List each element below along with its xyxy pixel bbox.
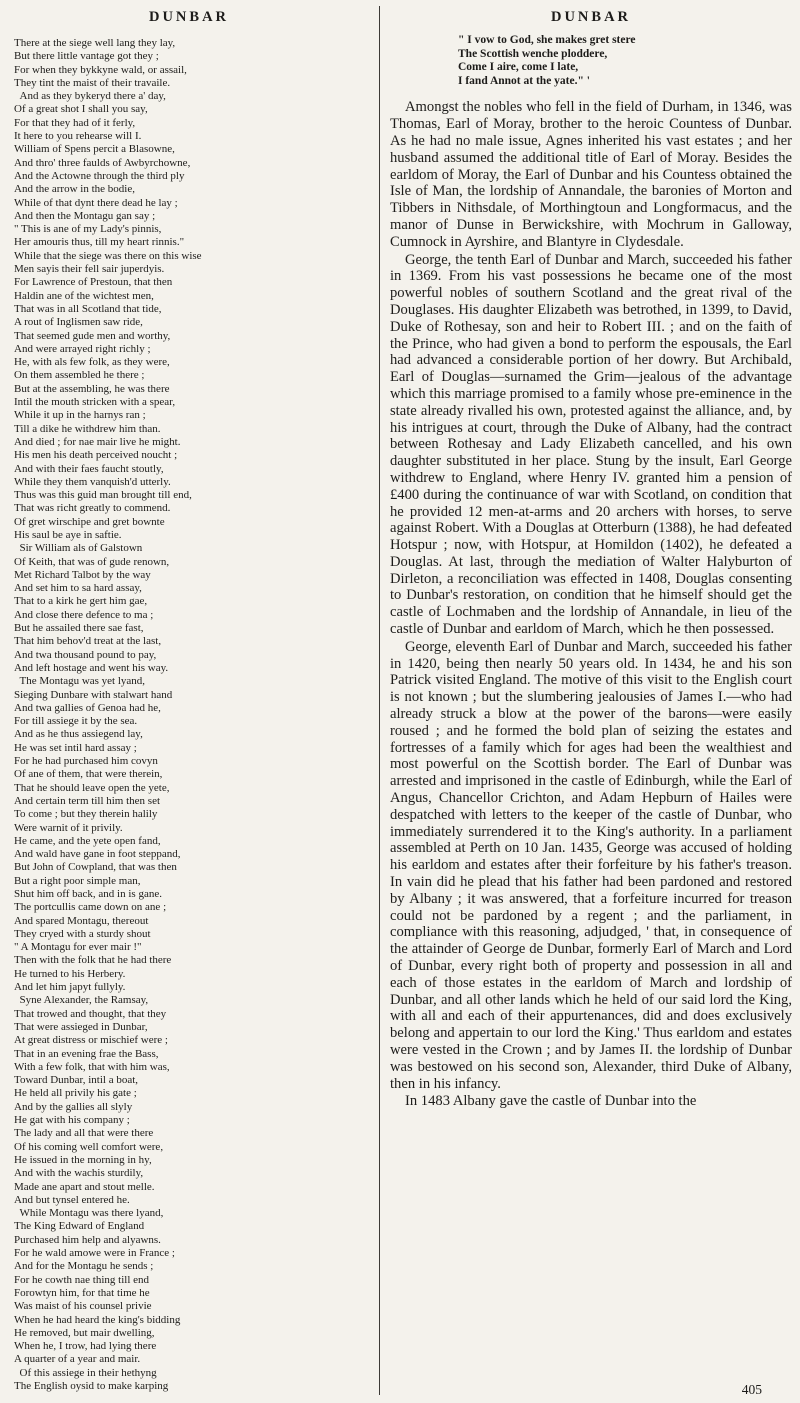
text-line: The King Edward of England — [14, 1220, 145, 1233]
text-line: Shut him off back, and in is gane. — [14, 888, 162, 900]
text-line: " A Montagu for ever mair !" — [14, 941, 142, 954]
left-column — [8, 0, 370, 1393]
body-paragraphs — [390, 99, 792, 1110]
text-line: But a right poor simple man, — [14, 874, 141, 887]
text-line: And close there defence to ma ; — [14, 608, 154, 621]
text-line: That trowed and thought, that they — [14, 1007, 167, 1020]
text-line: He was set intil hard assay ; — [14, 741, 137, 754]
text-line: And then the Montagu gan say ; — [14, 209, 156, 222]
text-line: Her amouris thus, till my heart rinnis." — [14, 236, 185, 249]
text-line: And as they bykeryd there a' day, — [14, 90, 166, 103]
text-line: There at the siege well lang they lay, — [14, 37, 176, 49]
text-line: That seemed gude men and worthy, — [14, 329, 171, 342]
text-line: That him behov'd treat at the last, — [14, 635, 162, 648]
text-line: " I vow to God, she makes gret stere — [458, 34, 636, 46]
text-line: For Lawrence of Prestoun, that then — [14, 276, 173, 289]
text-line: He issued in the morning in hy, — [14, 1153, 152, 1166]
text-line: And set him to sa hard assay, — [14, 582, 142, 595]
text-line: But at the assembling, he was there — [14, 382, 170, 395]
text-line: The Montagu was yet lyand, — [14, 675, 146, 688]
paragraph: Amongst the nobles who fell in the field of Durham, in 1346, was Thomas, Earl of Moray, brother to the heroic Countess of Dunbar. As he had no male issue, Agnes inherited his vast estates ; and her husband assumed the additional title of Earl of Moray. Besides the earldom of Moray, the Earl of Dunbar and his Countess obtained the Isle of Man, the lordship of Annandale, the baronies of Morton and Tibbers in Nithsdale, of Morthingtoun and Longformacus, and the manor of Dunse in Berwickshire, with Mochrum in Galloway, Cumnock in Ayrshire, and Blantyre in Clydesdale. — [390, 99, 792, 250]
text-line: Thus was this guid man brought till end, — [14, 489, 192, 502]
text-line: His men his death perceived noucht ; — [14, 449, 178, 462]
text-line: He, with als few folk, as they were, — [14, 356, 170, 369]
text-line: They cryed with a sturdy shout — [14, 927, 151, 940]
text-line: But John of Cowpland, that was then — [14, 861, 177, 874]
text-line: For till assiege it by the sea. — [14, 715, 138, 728]
text-line: Was maist of his counsel privie — [14, 1300, 152, 1313]
text-line: Till a dike he withdrew him than. — [14, 422, 161, 435]
text-line: For he wald amowe were in France ; — [14, 1247, 175, 1260]
page-number: 405 — [741, 1382, 762, 1397]
text-line: And but tynsel entered he. — [14, 1193, 130, 1206]
text-line: While they them vanquish'd utterly. — [14, 475, 171, 488]
text-line: Made ane apart and stout melle. — [14, 1180, 155, 1193]
text-line: A rout of Inglismen saw ride, — [14, 316, 143, 329]
text-line: That was in all Scotland that tide, — [14, 302, 162, 315]
text-line: For that they had of it ferly, — [14, 116, 136, 129]
text-line: The Scottish wenche ploddere, — [458, 47, 608, 60]
text-line: And with the wachis sturdily, — [14, 1167, 144, 1180]
paragraph: George, eleventh Earl of Dunbar and March, succeeded his father in 1420, being then nearly 50 years old. In 1434, he and his son Patrick visited England. The motive of this visit to the English court is not known ; but the slumbering jealousies of James I.—who had already struck a blow at the power of the barons—were easily roused ; and he formed the bold plan of seizing the estates and fortresses of a family which for ages had been the wealthiest and most powerful on the Scottish border. The Earl of Dunbar was arrested and imprisoned in the castle of Edinburgh, while the Earl of Angus, Chancellor Crichton, and Adam Hepburn of Hailes were despatched with letters to the keeper of the castle of Dunbar, who immediately surrendered it to the King's authority. In a parliament assembled at Perth on 10 Jan. 1435, George was accused of holding his earldom and estates after their forfeiture by his father's treason. In vain did he plead that his father had been pardoned and restored by Albany ; it was answered, that a forfeiture incurred for treason could not be pardoned by a regent ; and the parliament, in compliance with this reasoning, adjudged, ' that, in consequence of the attainder of George de Dunbar, formerly Earl of March and Lord of Dunbar, every right both of property and possession in all and each of those estates in the earldom of March and lordship of Dunbar, and all other lands which he held of our said lord the King, with all and each of their appurtenances, did and does exclusively belong and appertain to our lord the King.' Thus earldom and estates were vested in the Crown ; and by James II. the lordship of Dunbar was bestowed on his second son, Alexander, third Duke of Albany, then in his infancy. — [390, 638, 792, 1092]
text-line: Men sayis their fell sair juperdyis. — [14, 263, 165, 276]
text-line: And twa gallies of Genoa had he, — [14, 701, 161, 714]
text-line: They tint the maist of their travaile. — [14, 76, 171, 89]
text-line: And left hostage and went his way. — [14, 661, 169, 674]
text-line: Syne Alexander, the Ramsay, — [14, 994, 149, 1007]
text-line: That were assieged in Dunbar, — [14, 1020, 148, 1033]
text-line: A quarter of a year and mair. — [14, 1353, 141, 1366]
text-line: Sieging Dunbare with stalwart hand — [14, 688, 173, 701]
text-line: Of ane of them, that were therein, — [14, 768, 163, 781]
text-line: Sir William als of Galstown — [14, 542, 143, 555]
text-line: For he cowth nae thing till end — [14, 1273, 150, 1286]
text-line: He removed, but mair dwelling, — [14, 1326, 155, 1339]
text-line: But he assailed there sae fast, — [14, 622, 144, 635]
text-line: Of gret wirschipe and gret bownte — [14, 515, 165, 528]
text-line: And the Actowne through the third ply — [14, 169, 185, 182]
text-line: For he had purchased him covyn — [14, 755, 158, 768]
text-line: And let him japyt fullyly. — [14, 981, 126, 994]
right-column — [390, 0, 792, 1110]
text-line: Intil the mouth stricken with a spear, — [14, 396, 176, 409]
text-line: That was richt greatly to commend. — [14, 502, 171, 515]
text-line: His saul be aye in saftie. — [14, 528, 122, 541]
text-line: But there little vantage got they ; — [14, 50, 159, 63]
text-line: That in an evening frae the Bass, — [14, 1047, 159, 1060]
text-line: Toward Dunbar, intil a boat, — [14, 1074, 139, 1087]
text-line: Of a great shot I shall you say, — [14, 103, 148, 116]
text-line: And died ; for nae mair live he might. — [14, 435, 181, 448]
text-line: The portcullis came down on ane ; — [14, 901, 167, 914]
text-line: Of this assiege in their hethyng — [14, 1366, 157, 1379]
text-line: The English oysid to make karping — [14, 1379, 169, 1392]
paragraph: George, the tenth Earl of Dunbar and March, succeeded his father in 1369. From his vast possessions he became one of the most powerful nobles of southern Scotland and the great rival of the Douglases. His daughter Elizabeth was betrothed, in 1399, to David, Duke of Rothesay, son and heir to Robert III. ; and on the faith of the Prince, who had given a bond to perform the espousals, the Earl had advanced a considerable portion of her dowry. But Archibald, Earl of Douglas—surnamed the Grim—jealous of the advantage which this marriage promised to a family whose pre-eminence in the state already rivalled his own, protested against the alliance, and, by his intrigues at court, through the Duke of Albany, had the contract between Rothesay and Lady Elizabeth cancelled, and his own daughter substituted in her place. Stung by the insult, Earl George withdrew to England, where Henry IV. granted him a pension of £400 during the continuance of war with Scotland, on condition that he provided 12 men-at-arms and 20 archers with horses, to serve against Robert. With a Douglas at Otterburn (1388), he had defeated Hotspur ; now, with Hotspur, at Homildon (1402), he defeated a Douglas. At last, through the mediation of Walter Halyburton of Dirleton, a reconciliation was effected in 1408, Douglas consenting to Dunbar's restoration, on condition that he himself should get the castle of Lochmaben and the lordship of Annandale, in lieu of the castle of Dunbar and earldom of March, which he then possessed. — [390, 251, 792, 638]
text-line: And certain term till him then set — [14, 794, 161, 807]
text-line: " This is ane of my Lady's pinnis, — [14, 223, 162, 236]
text-line: To come ; but they therein halily — [14, 808, 158, 821]
text-line: For when they bykkyne wald, or assail, — [14, 63, 187, 76]
text-line: Forowtyn him, for that time he — [14, 1286, 150, 1299]
text-line: While it up in the harnys ran ; — [14, 409, 146, 422]
text-line: And the arrow in the bodie, — [14, 183, 135, 196]
text-line: And wald have gane in foot steppand, — [14, 848, 181, 861]
text-line: And with their faes faucht stoutly, — [14, 462, 164, 475]
text-line: And as he thus assiegend lay, — [14, 728, 143, 741]
text-line: Come I aire, come I late, — [458, 61, 579, 74]
text-line: While Montagu was there lyand, — [14, 1207, 164, 1220]
text-line: I fand Annot at the yate." ' — [458, 74, 590, 87]
text-line: Of Keith, that was of gude renown, — [14, 555, 170, 568]
text-line: On them assembled he there ; — [14, 369, 145, 382]
paragraph: In 1483 Albany gave the castle of Dunbar into the — [405, 1093, 697, 1110]
text-line: Met Richard Talbot by the way — [14, 568, 151, 581]
text-line: When he had heard the king's bidding — [14, 1313, 181, 1326]
left-column-header: DUNBAR — [148, 9, 230, 25]
text-line: Purchased him help and alyawns. — [14, 1233, 161, 1246]
quote-block — [458, 34, 792, 88]
text-line: While of that dynt there dead he lay ; — [14, 196, 178, 209]
text-line: William of Spens percit a Blasowne, — [14, 143, 175, 156]
text-line: And spared Montagu, thereout — [14, 914, 149, 927]
text-line: Of his coming well comfort were, — [14, 1140, 164, 1153]
text-line: The lady and all that were there — [14, 1127, 154, 1140]
text-line: Were warnit of it privily. — [14, 821, 123, 834]
text-line: He gat with his company ; — [14, 1114, 130, 1127]
text-line: He came, and the yete open fand, — [14, 834, 161, 847]
text-line: Haldin ane of the wichtest men, — [14, 289, 154, 302]
text-line: And were arrayed right richly ; — [14, 342, 151, 355]
text-line: He held all privily his gate ; — [14, 1087, 137, 1100]
right-column-header: DUNBAR — [550, 9, 632, 25]
text-line: With a few folk, that with him was, — [14, 1060, 170, 1073]
text-line: Then with the folk that he had there — [14, 954, 172, 967]
text-line: And twa thousand pound to pay, — [14, 648, 157, 661]
text-line: He turned to his Herbery. — [14, 967, 126, 980]
text-line: And for the Montagu he sends ; — [14, 1260, 154, 1273]
text-line: That to a kirk he gert him gae, — [14, 595, 148, 608]
poem-text — [8, 37, 370, 1393]
text-line: And thro' three faulds of Awbyrchowne, — [14, 156, 191, 169]
text-line: That he should leave open the yete, — [14, 781, 170, 794]
text-line: While that the siege was there on this wise — [14, 249, 202, 262]
text-line: And by the gallies all slyly — [14, 1100, 133, 1113]
text-line: When he, I trow, had lying there — [14, 1340, 157, 1353]
column-divider — [379, 6, 380, 1395]
text-line: It here to you rehearse will I. — [14, 130, 142, 143]
text-line: At great distress or mischief were ; — [14, 1034, 168, 1047]
